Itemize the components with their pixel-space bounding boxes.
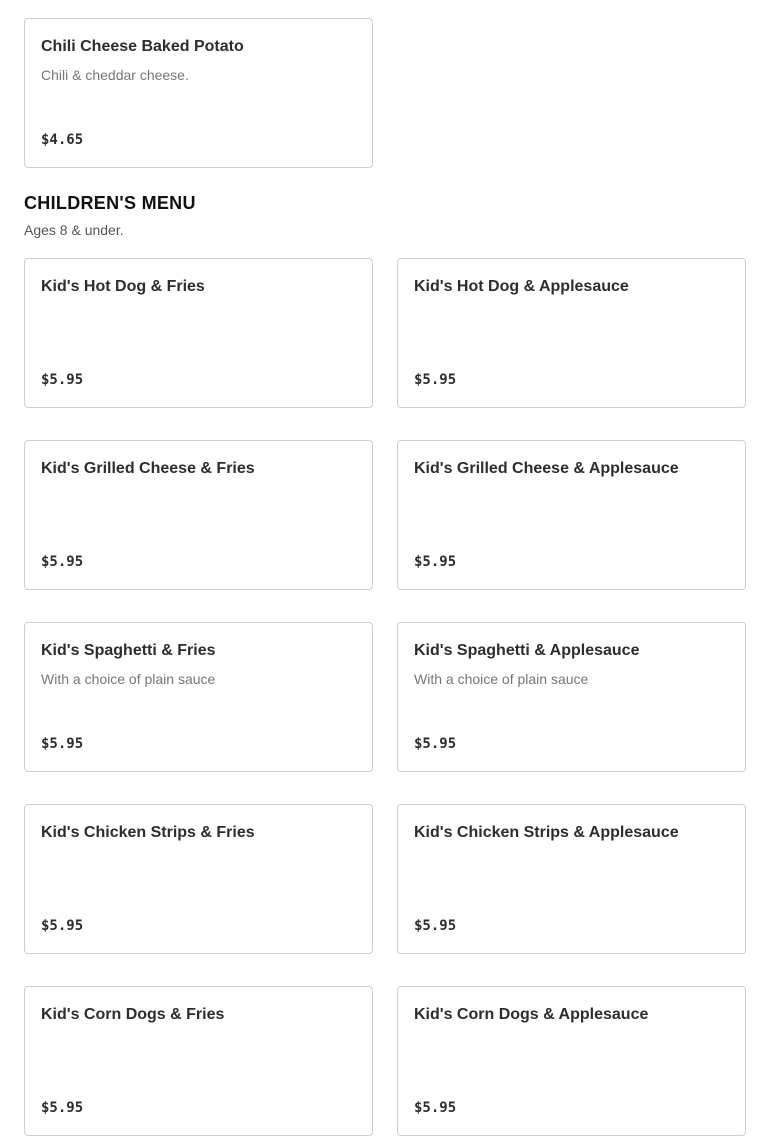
menu-item-name: Kid's Hot Dog & Applesauce [414, 278, 629, 295]
menu-item-price: $5.95 [41, 372, 84, 388]
menu-item-description: With a choice of plain sauce [41, 671, 216, 687]
menu-item-name: Kid's Spaghetti & Applesauce [414, 642, 640, 659]
menu-item-card[interactable] [397, 440, 746, 590]
menu-item-name: Kid's Corn Dogs & Fries [41, 1006, 225, 1023]
menu-item-description: With a choice of plain sauce [414, 671, 589, 687]
menu-item-price: $5.95 [414, 554, 457, 570]
menu-item-price: $5.95 [414, 372, 457, 388]
menu-item-name: Kid's Chicken Strips & Applesauce [414, 824, 679, 841]
menu-item-price: $5.95 [41, 554, 84, 570]
menu-item-card[interactable] [24, 986, 373, 1136]
menu-item-price: $4.65 [41, 132, 84, 148]
menu-item-name: Kid's Hot Dog & Fries [41, 278, 205, 295]
menu-item-card[interactable] [24, 18, 373, 168]
menu-item-card[interactable] [397, 986, 746, 1136]
menu-item-name: Kid's Grilled Cheese & Fries [41, 460, 255, 477]
menu-item-card[interactable] [24, 804, 373, 954]
menu-item-name: Kid's Chicken Strips & Fries [41, 824, 255, 841]
menu-item-price: $5.95 [414, 1100, 457, 1116]
menu-item-price: $5.95 [41, 736, 84, 752]
menu-item-card[interactable] [24, 622, 373, 772]
section-subtitle: Ages 8 & under. [24, 222, 124, 238]
section-title: CHILDREN'S MENU [24, 193, 196, 213]
menu-item-name: Kid's Corn Dogs & Applesauce [414, 1006, 649, 1023]
menu-item-price: $5.95 [41, 1100, 84, 1116]
menu-item-card[interactable] [397, 804, 746, 954]
menu-item-name: Chili Cheese Baked Potato [41, 38, 244, 55]
menu-item-description: Chili & cheddar cheese. [41, 67, 189, 83]
menu-item-name: Kid's Spaghetti & Fries [41, 642, 216, 659]
menu-item-price: $5.95 [41, 918, 84, 934]
menu-item-card[interactable] [397, 258, 746, 408]
menu-item-price: $5.95 [414, 736, 457, 752]
menu-item-card[interactable] [24, 258, 373, 408]
menu-item-card[interactable] [397, 622, 746, 772]
menu-item-name: Kid's Grilled Cheese & Applesauce [414, 460, 679, 477]
menu-item-price: $5.95 [414, 918, 457, 934]
menu-item-card[interactable] [24, 440, 373, 590]
